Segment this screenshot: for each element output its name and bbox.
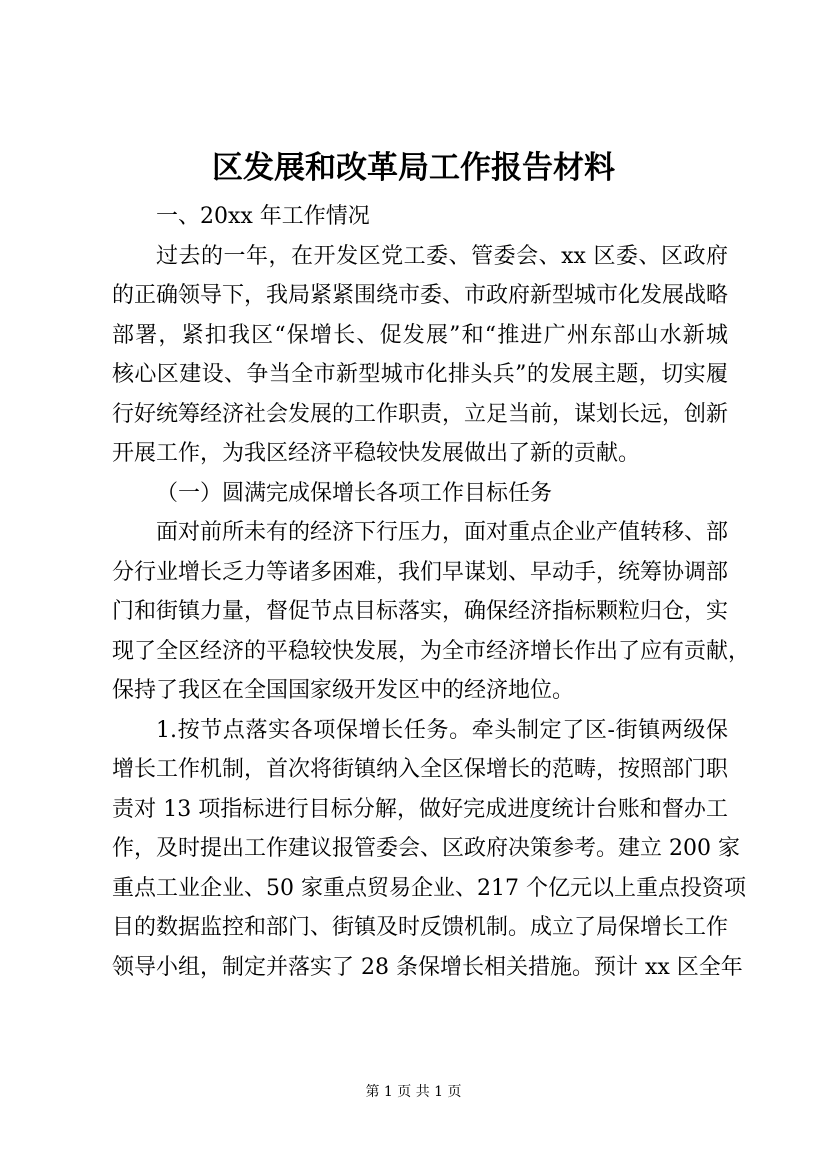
paragraph-line: 行好统筹经济社会发展的工作职责，立足当前，谋划长远，创新 [112, 401, 729, 427]
paragraph-line: 领导小组，制定并落实了 28 条保增长相关措施。预计 xx 区全年 [112, 954, 743, 980]
subsection-heading-growth-targets: （一）圆满完成保增长各项工作目标任务 [156, 480, 553, 506]
page-footer: 第 1 页 共 1 页 [365, 1084, 462, 1100]
paragraph-line: 核心区建设、争当全市新型城市化排头兵”的发展主题，切实履 [112, 362, 728, 387]
paragraph-line: 面对前所未有的经济下行压力，面对重点企业产值转移、部 [156, 520, 729, 545]
paragraph-line: 重点工业企业、50 家重点贸易企业、217 个亿元以上重点投资项 [112, 875, 746, 901]
paragraph-line: 门和街镇力量，督促节点目标落实，确保经济指标颗粒归仓，实 [112, 599, 729, 624]
paragraph-line: 1.按节点落实各项保增长任务。牵头制定了区-街镇两级保 [156, 717, 728, 743]
paragraph-line: 现了全区经济的平稳较快发展，为全市经济增长作出了应有贡献， [112, 638, 751, 664]
paragraph-line: 分行业增长乏力等诸多困难，我们早谋划、早动手，统筹协调部 [112, 559, 729, 585]
paragraph-line: 目的数据监控和部门、街镇及时反馈机制。成立了局保增长工作 [112, 915, 729, 940]
paragraph-line: 保持了我区在全国国家级开发区中的经济地位。 [112, 678, 575, 703]
paragraph-line: 开展工作，为我区经济平稳较快发展做出了新的贡献。 [112, 441, 641, 466]
paragraph-line: 责对 13 项指标进行目标分解，做好完成进度统计台账和督办工 [112, 796, 728, 822]
document-title: 区发展和改革局工作报告材料 [212, 150, 615, 186]
paragraph-line: 部署，紧扣我区“保增长、促发展”和“推进广州东部山水新城 [112, 322, 728, 348]
document-body [112, 197, 751, 987]
paragraph-line: 的正确领导下，我局紧紧围绕市委、市政府新型城市化发展战略 [112, 283, 729, 308]
section-heading-work-overview: 一、20xx 年工作情况 [156, 204, 370, 229]
paragraph-line: 作，及时提出工作建议报管委会、区政府决策参考。建立 200 家 [112, 836, 740, 861]
paragraph-line: 过去的一年，在开发区党工委、管委会、xx 区委、区政府 [156, 243, 728, 269]
paragraph-line: 增长工作机制，首次将街镇纳入全区保增长的范畴，按照部门职 [112, 757, 729, 782]
